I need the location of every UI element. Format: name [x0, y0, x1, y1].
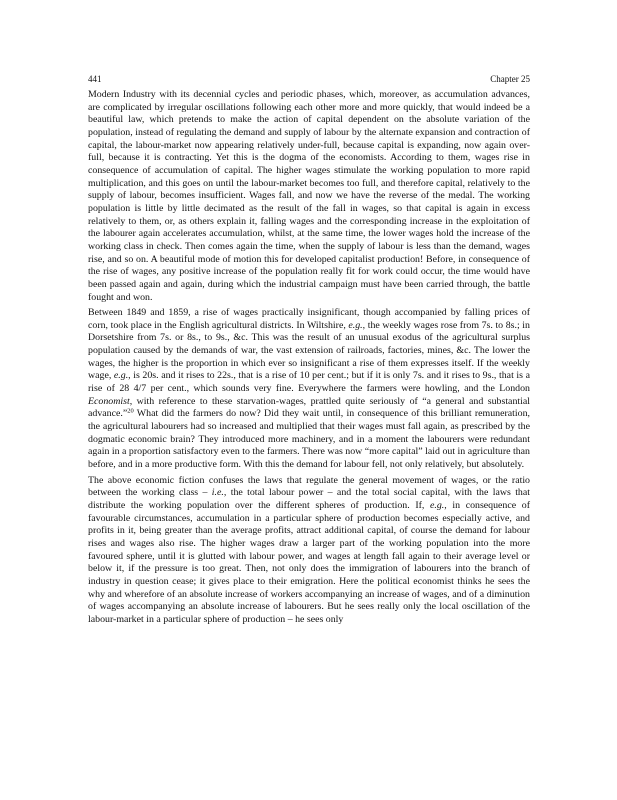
text-segment: , with reference to these starvation-wages, prattled quite seriously of “a general and substantial advance.”	[88, 395, 530, 420]
italic-text: i.e.	[211, 487, 224, 499]
page-header	[88, 74, 530, 85]
text-segment: , in consequence of favourable circumstances, accumulation in a particular sphere of production becomes especially active, and profits in it, being greater than the average profits, attract additional capital, of course the demand for labour rises and wages also rise. The higher wages draw a larger part of the working population into the more favoured sphere, until it is glutted with labour power, and wages at length fall again to their average level or below it, if the pressure is too great. Then, not only does the immigration of labourers into the branch of industry in question cease; it gives place to their emigration. Here the political economist thinks he sees the why and wherefore of an absolute increase of workers accompanying an increase of wages, and of a diminution of wages accompanying an absolute increase of labourers. But he sees really only the local oscillation of the labour-market in a particular sphere of production – he sees only	[88, 500, 530, 625]
paragraph	[88, 89, 530, 304]
text-segment: , the weekly wages rose from 7s. to 8s.; in Dorsetshire from 7s. or 8s., to 9s., &c. This was the result of an unusual exodus of the agricultural surplus population caused by the demands of war, the vast extension of railroads, factories, mines, &c. The lower the wages, the higher is the proportion in which ever so insignificant a rise of them expresses itself. If the weekly wage,	[88, 319, 530, 382]
text-segment: Between 1849 and 1859, a rise of wages practically insignificant, though accompanied by falling prices of corn, took place in the English agricultural districts. In Wiltshire,	[88, 307, 530, 331]
paragraph	[88, 307, 530, 472]
italic-text: Economist	[88, 395, 130, 407]
chapter-title: Chapter 25	[490, 74, 530, 84]
paragraph	[88, 475, 530, 627]
italic-text: e.g.	[430, 500, 445, 511]
text-segment: , the total labour power – and the total social capital, with the laws that distribute the working population over the different spheres of production. If,	[88, 487, 530, 511]
italic-text: e.g.	[113, 370, 129, 382]
text-segment: Modern Industry with its decennial cycles and periodic phases, which, moreover, as accumulation advances, are complicated by irregular oscillations following each other more and more quickly, that would indeed be a beautiful law, which pretends to make the action of capital dependent on the absolute variation of the population, instead of regulating the demand and supply of labour by the alternate expansion and contraction of capital, the labour-market now appearing relatively under-full, because capital is expanding, now again over-full, because it is contracting. Yet this is the dogma of the economists. According to them, wages rise in consequence of accumulation of capital. The higher wages stimulate the working population to more rapid multiplication, and this goes on until the labour-market becomes too full, and therefore capital, relatively to the supply of labour, becomes insufficient. Wages fall, and now we have the reverse of the medal. The working population is little by little decimated as the result of the fall in wages, so that capital is again in excess relatively to them, or, as others explain it, falling wages and the corresponding increase in the exploitation of the labourer again accelerates accumulation, whilst, at the same time, the lower wages hold the increase of the working class in check. Then comes again the time, when the supply of labour is less than the demand, wages rise, and so on. A beautiful mode of motion this for developed capitalist production! Before, in consequence of the rise of wages, any positive increase of the population really fit for work could occur, the time would have been passed again and again, during which the industrial campaign must have been carried through, the battle fought and won.	[88, 89, 530, 303]
document-page	[88, 74, 530, 630]
footnote-ref: 20	[127, 407, 134, 415]
text-segment: What did the farmers do now? Did they wait until, in consequence of this brilliant remuneration, the agricultural labourers had so increased and multiplied that their wages must fall again, as prescribed by the dogmatic economic brain? They introduced more machinery, and in a moment the labourers were redundant again in a proportion satisfactory even to the farmers. There was now “more capital” laid out in agriculture than before, and in a more productive form. With this the demand for labour fell, not only relatively, but absolutely.	[88, 408, 530, 471]
italic-text: e.g.	[348, 319, 363, 331]
text-segment: , is 20s. and it rises to 22s., that is a rise of 10 per cent.; but if it is only 7s. and it rises to 9s., that is a rise of 28 4/7 per cent., which sounds very fine. Everywhere the farmers were howling, and the London	[88, 370, 530, 395]
text-segment: The above economic fiction confuses the laws that regulate the general movement of wages, or the ratio between the working class –	[88, 474, 530, 499]
page-number: 441	[88, 74, 102, 84]
